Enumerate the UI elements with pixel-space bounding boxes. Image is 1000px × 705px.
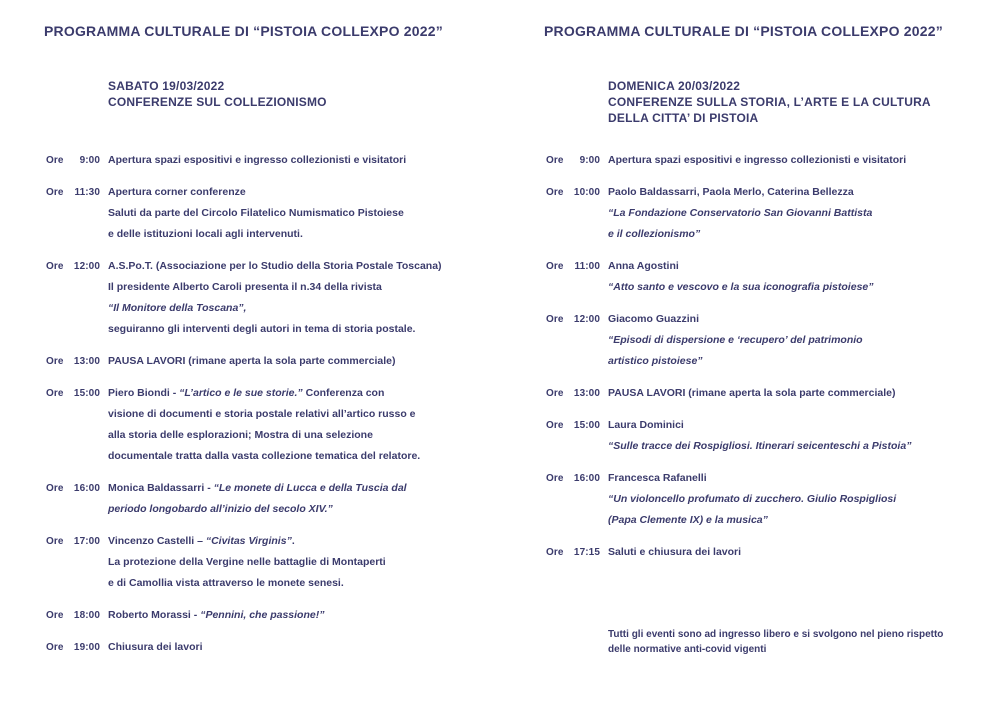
event-text: e di Camollia vista attraverso le monete senesi. bbox=[108, 577, 344, 589]
event-text: Anna Agostini bbox=[608, 260, 679, 272]
time-prefix-label: Ore bbox=[46, 483, 64, 494]
day-subtitle-line: CONFERENZE SULLA STORIA, L’ARTE E LA CULTURA bbox=[608, 95, 931, 109]
event-text-line bbox=[608, 468, 986, 489]
time-value: 13:00 bbox=[73, 356, 100, 367]
event-text: PAUSA LAVORI (rimane aperta la sola parte commerciale) bbox=[108, 355, 396, 367]
time-prefix-label: Ore bbox=[546, 187, 564, 198]
event-text-line bbox=[108, 203, 486, 224]
page-title: PROGRAMMA CULTURALE DI “PISTOIA COLLEXPO 2022” bbox=[44, 23, 443, 39]
time-prefix-label: Ore bbox=[546, 547, 564, 558]
event-title-italic: “Le monete di Lucca e della Tuscia dal bbox=[213, 482, 407, 494]
event-description bbox=[108, 637, 486, 658]
event-row bbox=[46, 531, 486, 594]
event-time bbox=[46, 605, 100, 626]
event-title-italic: “Pennini, che passione!” bbox=[200, 609, 325, 621]
day-subtitle-line: DOMENICA 20/03/2022 bbox=[608, 79, 741, 93]
event-time bbox=[46, 182, 100, 203]
event-description bbox=[608, 309, 986, 372]
event-time bbox=[46, 531, 100, 552]
event-text-line bbox=[608, 277, 986, 298]
time-value: 15:00 bbox=[73, 388, 100, 399]
event-text-line bbox=[108, 573, 486, 594]
event-text-line bbox=[608, 203, 986, 224]
time-prefix-label: Ore bbox=[46, 388, 64, 399]
event-description bbox=[608, 383, 986, 404]
event-time bbox=[546, 309, 600, 330]
event-text: Monica Baldassarri - bbox=[108, 482, 214, 494]
event-row bbox=[546, 309, 986, 372]
event-text: Laura Dominici bbox=[608, 419, 684, 431]
event-row bbox=[546, 415, 986, 457]
event-row bbox=[546, 542, 986, 563]
event-title-italic: “Civitas Virginis” bbox=[205, 535, 292, 547]
event-text: Francesca Rafanelli bbox=[608, 472, 707, 484]
event-text-line bbox=[108, 256, 486, 277]
event-text: seguiranno gli interventi degli autori in tema di storia postale. bbox=[108, 323, 416, 335]
event-time bbox=[46, 383, 100, 404]
time-value: 9:00 bbox=[579, 155, 600, 166]
event-text-line bbox=[108, 478, 486, 499]
event-text-line bbox=[108, 499, 486, 520]
event-description bbox=[608, 542, 986, 563]
event-text-line bbox=[608, 415, 986, 436]
event-description bbox=[608, 182, 986, 245]
event-text: visione di documenti e storia postale relativi all’artico russo e bbox=[108, 408, 416, 420]
time-prefix-label: Ore bbox=[46, 610, 64, 621]
event-description bbox=[108, 383, 486, 467]
event-text-line bbox=[608, 256, 986, 277]
event-description bbox=[108, 531, 486, 594]
event-title-italic: “Un violoncello profumato di zucchero. Giulio Rospigliosi bbox=[608, 493, 897, 505]
event-time bbox=[546, 415, 600, 436]
event-text: Apertura corner conferenze bbox=[108, 186, 246, 198]
event-text: documentale tratta dalla vasta collezione tematica del relatore. bbox=[108, 450, 421, 462]
event-title-italic: “Sulle tracce dei Rospigliosi. Itinerari seicenteschi a Pistoia” bbox=[608, 440, 912, 452]
event-row bbox=[46, 383, 486, 467]
time-value: 16:00 bbox=[573, 473, 600, 484]
event-text-line bbox=[108, 298, 486, 319]
event-text-line bbox=[108, 351, 486, 372]
event-text: Vincenzo Castelli – bbox=[108, 535, 206, 547]
event-description bbox=[108, 605, 486, 626]
time-prefix-label: Ore bbox=[546, 420, 564, 431]
event-time bbox=[546, 256, 600, 277]
time-value: 18:00 bbox=[73, 610, 100, 621]
day-subtitle-line: CONFERENZE SUL COLLEZIONISMO bbox=[108, 95, 327, 109]
event-text-line bbox=[108, 552, 486, 573]
event-description bbox=[608, 150, 986, 171]
time-prefix-label: Ore bbox=[546, 314, 564, 325]
event-row bbox=[46, 605, 486, 626]
event-text: Conferenza con bbox=[302, 387, 385, 399]
event-text-line bbox=[108, 319, 486, 340]
time-prefix-label: Ore bbox=[46, 187, 64, 198]
event-title-italic: artistico pistoiese” bbox=[608, 355, 703, 367]
event-title-italic: “L’artico e le sue storie.” bbox=[179, 387, 303, 399]
event-text: Paolo Baldassarri, Paola Merlo, Caterina Bellezza bbox=[608, 186, 854, 198]
event-title-italic: “Episodi di dispersione e ‘recupero’ del patrimonio bbox=[608, 334, 863, 346]
event-text-line bbox=[108, 605, 486, 626]
event-text-line bbox=[608, 489, 986, 510]
event-time bbox=[46, 351, 100, 372]
event-row bbox=[546, 383, 986, 404]
event-text-line bbox=[108, 224, 486, 245]
event-text: Saluti e chiusura dei lavori bbox=[608, 546, 742, 558]
event-row bbox=[546, 150, 986, 171]
event-time bbox=[546, 542, 600, 563]
event-text: Roberto Morassi - bbox=[108, 609, 201, 621]
event-text-line bbox=[108, 531, 486, 552]
event-title-italic: “Il Monitore della Toscana”, bbox=[108, 302, 247, 314]
event-text: PAUSA LAVORI (rimane aperta la sola parte commerciale) bbox=[608, 387, 896, 399]
time-prefix-label: Ore bbox=[546, 473, 564, 484]
event-row bbox=[546, 256, 986, 298]
event-row bbox=[46, 256, 486, 340]
event-text-line bbox=[608, 510, 986, 531]
event-time bbox=[46, 637, 100, 658]
event-row bbox=[46, 182, 486, 245]
time-prefix-label: Ore bbox=[546, 155, 564, 166]
event-description bbox=[608, 256, 986, 298]
event-time bbox=[546, 383, 600, 404]
event-row bbox=[546, 182, 986, 245]
event-text: A.S.Po.T. (Associazione per lo Studio della Storia Postale Toscana) bbox=[108, 260, 442, 272]
day-subtitle-line: SABATO 19/03/2022 bbox=[108, 79, 225, 93]
event-text: e delle istituzioni locali agli intervenuti. bbox=[108, 228, 303, 240]
day-subtitle-line: DELLA CITTA’ DI PISTOIA bbox=[608, 111, 759, 125]
event-text: Il presidente Alberto Caroli presenta il n.34 della rivista bbox=[108, 281, 382, 293]
time-value: 19:00 bbox=[73, 642, 100, 653]
time-prefix-label: Ore bbox=[46, 155, 64, 166]
event-title-italic: periodo longobardo all’inizio del secolo XIV.” bbox=[108, 503, 333, 515]
event-description bbox=[608, 468, 986, 531]
event-time bbox=[546, 150, 600, 171]
event-text: Saluti da parte del Circolo Filatelico Numismatico Pistoiese bbox=[108, 207, 404, 219]
event-text-line bbox=[608, 351, 986, 372]
event-text-line bbox=[608, 309, 986, 330]
event-time bbox=[46, 256, 100, 277]
event-text-line bbox=[608, 150, 986, 171]
event-row bbox=[46, 351, 486, 372]
event-text: Apertura spazi espositivi e ingresso collezionisti e visitatori bbox=[108, 154, 407, 166]
time-value: 16:00 bbox=[73, 483, 100, 494]
event-text-line bbox=[608, 542, 986, 563]
event-row bbox=[46, 478, 486, 520]
event-text-line bbox=[608, 182, 986, 203]
day-subtitle bbox=[608, 78, 931, 126]
event-text-line bbox=[108, 383, 486, 404]
time-value: 11:30 bbox=[74, 187, 100, 198]
event-row bbox=[46, 637, 486, 658]
event-text-line bbox=[608, 383, 986, 404]
event-text: La protezione della Vergine nelle battaglie di Montaperti bbox=[108, 556, 386, 568]
time-value: 17:00 bbox=[73, 536, 100, 547]
event-text: Chiusura dei lavori bbox=[108, 641, 203, 653]
event-description bbox=[108, 150, 486, 171]
time-value: 15:00 bbox=[573, 420, 600, 431]
event-title-italic: “La Fondazione Conservatorio San Giovanni Battista bbox=[608, 207, 873, 219]
time-value: 17:15 bbox=[573, 547, 600, 558]
event-row bbox=[546, 468, 986, 531]
page-sunday bbox=[500, 0, 1000, 705]
event-title-italic: “Atto santo e vescovo e la sua iconografia pistoiese” bbox=[608, 281, 874, 293]
time-prefix-label: Ore bbox=[46, 356, 64, 367]
event-text-line bbox=[608, 436, 986, 457]
event-text-line bbox=[108, 150, 486, 171]
event-text: . bbox=[291, 535, 295, 547]
event-description bbox=[108, 351, 486, 372]
event-text-line bbox=[108, 277, 486, 298]
event-title-italic: e il collezionismo” bbox=[608, 228, 701, 240]
event-text-line bbox=[608, 330, 986, 351]
event-text-line bbox=[108, 637, 486, 658]
day-subtitle bbox=[108, 78, 327, 110]
event-text-line bbox=[108, 404, 486, 425]
event-description bbox=[108, 182, 486, 245]
time-prefix-label: Ore bbox=[546, 261, 564, 272]
time-prefix-label: Ore bbox=[46, 536, 64, 547]
event-row bbox=[46, 150, 486, 171]
events-list bbox=[46, 150, 486, 669]
event-text-line bbox=[108, 446, 486, 467]
time-prefix-label: Ore bbox=[46, 261, 64, 272]
event-text-line bbox=[108, 182, 486, 203]
event-text: alla storia delle esplorazioni; Mostra di una selezione bbox=[108, 429, 373, 441]
event-time bbox=[46, 150, 100, 171]
event-text: Giacomo Guazzini bbox=[608, 313, 700, 325]
time-prefix-label: Ore bbox=[46, 642, 64, 653]
event-time bbox=[546, 468, 600, 489]
event-title-italic: (Papa Clemente IX) e la musica” bbox=[608, 514, 768, 526]
time-value: 13:00 bbox=[573, 388, 600, 399]
footer-note-line: Tutti gli eventi sono ad ingresso libero e si svolgono nel pieno rispetto bbox=[608, 629, 944, 640]
event-text-line bbox=[108, 425, 486, 446]
time-value: 10:00 bbox=[573, 187, 600, 198]
time-value: 12:00 bbox=[573, 314, 600, 325]
time-value: 11:00 bbox=[574, 261, 600, 272]
time-prefix-label: Ore bbox=[546, 388, 564, 399]
event-time bbox=[546, 182, 600, 203]
event-description bbox=[108, 256, 486, 340]
event-description bbox=[108, 478, 486, 520]
events-list bbox=[546, 150, 986, 574]
page-title: PROGRAMMA CULTURALE DI “PISTOIA COLLEXPO 2022” bbox=[544, 23, 943, 39]
time-value: 9:00 bbox=[79, 155, 100, 166]
footer-note-line: delle normative anti-covid vigenti bbox=[608, 644, 767, 655]
event-text: Piero Biondi - bbox=[108, 387, 180, 399]
event-text-line bbox=[608, 224, 986, 245]
event-text: Apertura spazi espositivi e ingresso collezionisti e visitatori bbox=[608, 154, 907, 166]
event-description bbox=[608, 415, 986, 457]
time-value: 12:00 bbox=[73, 261, 100, 272]
footer-note bbox=[608, 627, 988, 657]
event-time bbox=[46, 478, 100, 499]
